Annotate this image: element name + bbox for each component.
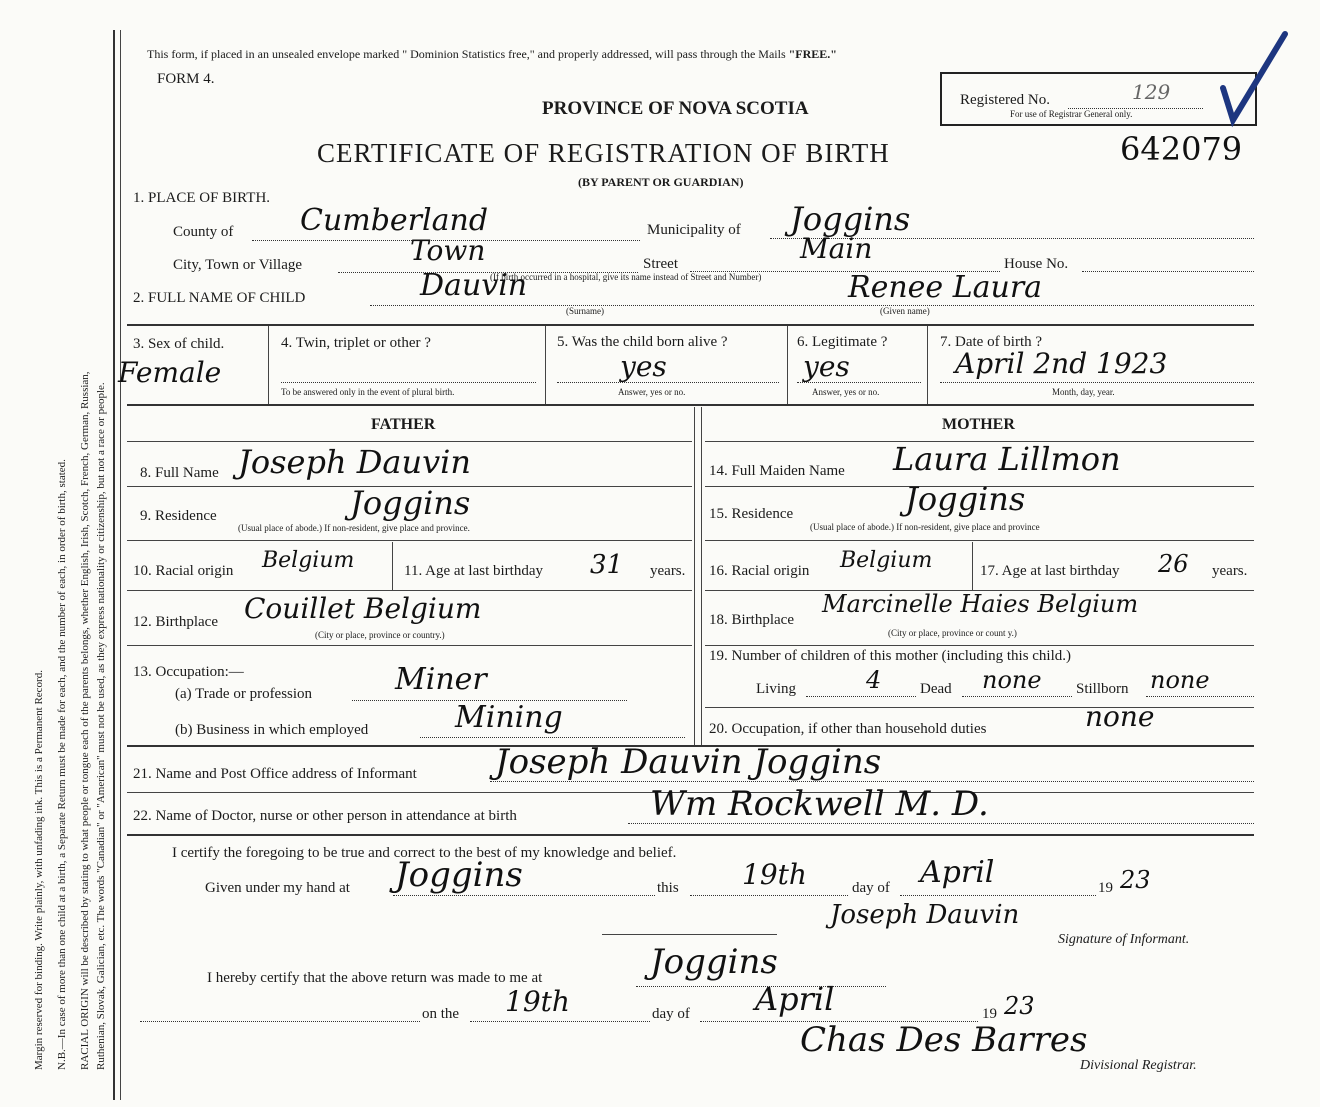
date-of-birth-label: 7. Date of birth ?: [940, 334, 1043, 350]
house-number-label: House No.: [1004, 256, 1069, 272]
mother-stillborn-label: Stillborn: [1076, 681, 1129, 697]
county-value: Cumberland: [300, 203, 489, 238]
mother-children-label: 19. Number of children of this mother (including this child.): [709, 648, 1072, 664]
registrar-month-value: April: [755, 980, 835, 1018]
father-residence-note: (Usual place of abode.) If non-resident, give place and province.: [238, 523, 470, 533]
given-day-of-label: day of: [852, 880, 890, 896]
registrar-place-value: Joggins: [650, 942, 778, 982]
informant-signature: Joseph Dauvin: [830, 900, 1020, 930]
registrar-day-value: 19th: [505, 985, 570, 1018]
mother-dead-label: Dead: [920, 681, 952, 697]
father-birthplace-label: 12. Birthplace: [133, 614, 218, 630]
certificate-number-handwritten: 642079: [1120, 130, 1243, 168]
sex-value: Female: [118, 356, 222, 389]
registered-number-value: 129: [1132, 80, 1171, 104]
given-year-value: 23: [1120, 866, 1151, 894]
city-label: City, Town or Village: [173, 257, 303, 273]
legitimate-note: Answer, yes or no.: [812, 387, 880, 397]
mother-birthplace-note: (City or place, province or count y.): [888, 628, 1017, 638]
mother-dead-value: none: [982, 666, 1042, 694]
margin-rule: [113, 30, 115, 1100]
child-given-name: Renee Laura: [848, 270, 1043, 305]
date-of-birth-note: Month, day, year.: [1052, 387, 1115, 397]
mother-occupation-label: 20. Occupation, if other than household duties: [709, 721, 987, 737]
father-birthplace-value: Couillet Belgium: [244, 592, 482, 625]
born-alive-note: Answer, yes or no.: [618, 387, 686, 397]
street-value: Main: [800, 232, 873, 265]
given-year-prefix: 19: [1098, 880, 1113, 896]
father-residence-value: Joggins: [350, 484, 471, 522]
given-day-value: 19th: [742, 858, 807, 891]
mother-age-label: 17. Age at last birthday: [980, 563, 1120, 579]
street-label: Street: [643, 256, 678, 272]
place-of-birth-heading: 1. PLACE OF BIRTH.: [133, 190, 271, 206]
doctor-value: Wm Rockwell M. D.: [650, 784, 989, 824]
this-label: this: [657, 880, 679, 896]
municipality-label: Municipality of: [647, 222, 741, 238]
legitimate-value: yes: [803, 350, 850, 383]
mother-living-label: Living: [756, 681, 796, 697]
sex-label: 3. Sex of child.: [133, 336, 225, 352]
margin-note-racial-2: Ruthenian, Slovak, Galician, etc. The words "Canadian" or "American" must not be used, as they express nationality or citizenship, but not a race or people.: [95, 382, 107, 1070]
mail-notice: This form, if placed in an unsealed envelope marked " Dominion Statistics free," and properly addressed, will pass through the Mails "FREE.": [147, 47, 837, 61]
father-name-value: Joseph Dauvin: [238, 443, 471, 481]
date-of-birth-value: April 2nd 1923: [955, 347, 1168, 380]
father-racial-value: Belgium: [262, 548, 355, 573]
county-label: County of: [173, 224, 234, 240]
registered-number-box: [940, 72, 1257, 126]
surname-note: (Surname): [566, 306, 604, 316]
father-age-label: 11. Age at last birthday: [404, 563, 543, 579]
city-value: Town: [410, 234, 486, 267]
mother-residence-value: Joggins: [905, 480, 1026, 518]
margin-rule-inner: [120, 30, 121, 1100]
mother-heading: MOTHER: [942, 416, 1015, 433]
margin-note-racial: RACIAL ORIGIN will be described by stating to what people or tongue each of the parents belongs, whether English, Irish, Scotch, French, German, Russian,: [79, 371, 91, 1070]
informant-signature-label: Signature of Informant.: [1058, 932, 1190, 947]
mother-racial-label: 16. Racial origin: [709, 563, 810, 579]
twin-note: To be answered only in the event of plural birth.: [281, 387, 455, 397]
registrar-year-prefix: 19: [982, 1006, 997, 1022]
given-name-note: (Given name): [880, 306, 930, 316]
mother-birthplace-label: 18. Birthplace: [709, 612, 794, 628]
mother-stillborn-value: none: [1150, 666, 1210, 694]
registrar-statement: I hereby certify that the above return was made to me at: [207, 970, 543, 986]
mother-years-label: years.: [1212, 563, 1248, 579]
father-heading: FATHER: [371, 416, 436, 433]
father-trade-value: Miner: [395, 662, 487, 697]
province-heading: PROVINCE OF NOVA SCOTIA: [542, 98, 809, 119]
mother-name-label: 14. Full Maiden Name: [709, 463, 845, 479]
certificate-title: CERTIFICATE OF REGISTRATION OF BIRTH: [317, 138, 890, 168]
child-surname: Dauvin: [420, 268, 528, 303]
margin-note-nb: N.B.—In case of more than one child at a birth, a Separate Return must be made for each, and the number of each, in order of birth, stated.: [56, 459, 68, 1070]
mother-birthplace-value: Marcinelle Haies Belgium: [822, 590, 1139, 618]
mother-residence-note: (Usual place of abode.) If non-resident, give place and province: [810, 522, 1040, 532]
registrar-signature: Chas Des Barres: [800, 1020, 1088, 1060]
father-residence-label: 9. Residence: [140, 508, 217, 524]
given-under-hand-label: Given under my hand at: [205, 880, 350, 896]
child-name-label: 2. FULL NAME OF CHILD: [133, 290, 306, 306]
given-month-value: April: [920, 855, 995, 890]
mother-racial-value: Belgium: [840, 548, 933, 573]
registered-number-label: Registered No.: [960, 92, 1050, 108]
father-racial-label: 10. Racial origin: [133, 563, 234, 579]
mother-living-value: 4: [866, 666, 882, 694]
legitimate-label: 6. Legitimate ?: [797, 334, 888, 350]
mother-name-value: Laura Lillmon: [893, 440, 1121, 478]
given-place-value: Joggins: [395, 855, 523, 895]
checkmark-icon: [1215, 28, 1295, 128]
mother-residence-label: 15. Residence: [709, 506, 794, 522]
margin-note-binding: Margin reserved for binding. Write plainly, with unfading ink. This is a Permanent Record.: [33, 670, 45, 1070]
mother-age-value: 26: [1158, 550, 1189, 578]
hospital-note: (If birth occurred in a hospital, give its name instead of Street and Number): [490, 272, 762, 282]
father-years-label: years.: [650, 563, 686, 579]
doctor-label: 22. Name of Doctor, nurse or other person in attendance at birth: [133, 808, 517, 824]
father-occupation-label: 13. Occupation:—: [133, 664, 244, 680]
municipality-value: Joggins: [790, 200, 911, 238]
certificate-subtitle: (BY PARENT OR GUARDIAN): [578, 175, 744, 189]
certify-statement: I certify the foregoing to be true and correct to the best of my knowledge and belief.: [172, 845, 677, 861]
father-business-label: (b) Business in which employed: [175, 722, 369, 738]
registrar-year-value: 23: [1004, 992, 1035, 1020]
registrar-day-of-label: day of: [652, 1006, 690, 1022]
born-alive-value: yes: [620, 350, 667, 383]
born-alive-label: 5. Was the child born alive ?: [557, 334, 728, 350]
twin-label: 4. Twin, triplet or other ?: [281, 335, 431, 351]
father-trade-label: (a) Trade or profession: [175, 686, 313, 702]
father-name-label: 8. Full Name: [140, 465, 219, 481]
informant-value: Joseph Dauvin Joggins: [495, 742, 882, 782]
father-birthplace-note: (City or place, province or country.): [315, 630, 445, 640]
form-number: FORM 4.: [157, 71, 215, 87]
registrar-on-the-label: on the: [422, 1006, 460, 1022]
mother-occupation-value: none: [1085, 700, 1155, 733]
registrar-signature-label: Divisional Registrar.: [1080, 1058, 1197, 1073]
informant-label: 21. Name and Post Office address of Informant: [133, 766, 417, 782]
father-age-value: 31: [590, 550, 624, 580]
father-business-value: Mining: [455, 700, 563, 735]
registered-number-note: For use of Registrar General only.: [1010, 109, 1133, 119]
